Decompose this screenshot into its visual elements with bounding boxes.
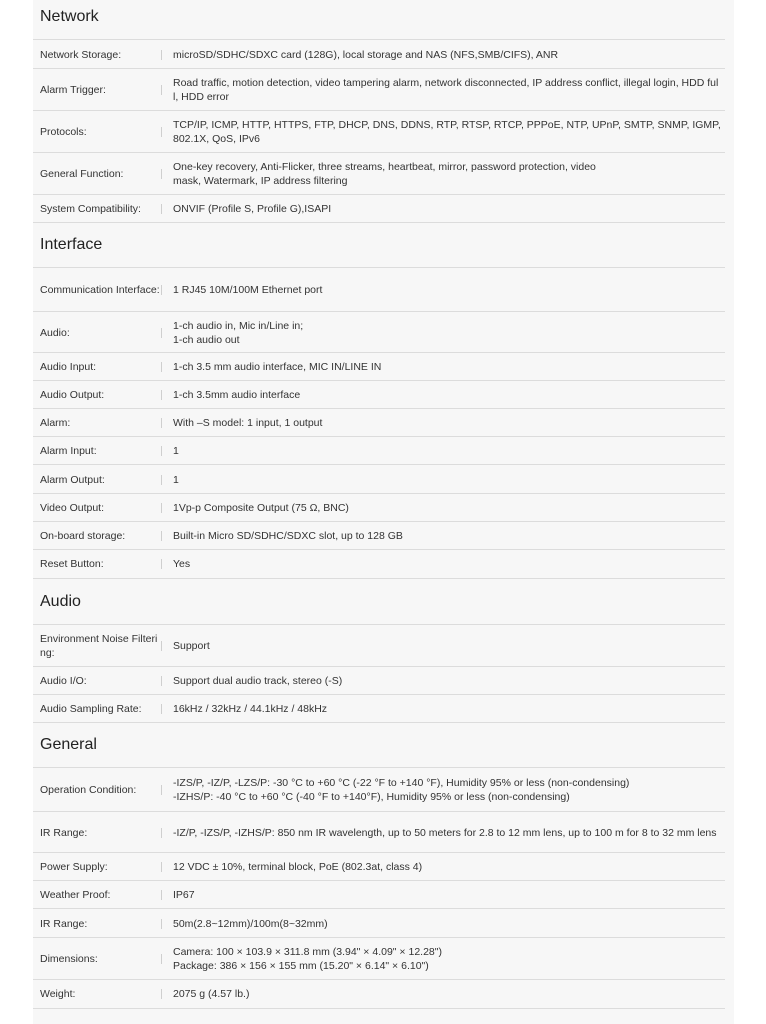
spec-value xyxy=(173,695,721,722)
column-divider xyxy=(161,418,162,428)
spec-value xyxy=(173,353,721,381)
spec-row xyxy=(33,852,725,881)
spec-value-line: 2075 g (4.57 lb.) xyxy=(173,988,250,1000)
spec-value xyxy=(173,465,721,494)
spec-row xyxy=(33,39,725,69)
spec-label: Audio: xyxy=(40,326,70,339)
spec-value-line: Built-in Micro SD/SDHC/SDXC slot, up to 128 GB xyxy=(173,530,403,542)
spec-label: IR Range: xyxy=(40,826,88,839)
column-divider xyxy=(161,50,162,60)
column-divider xyxy=(161,475,162,485)
column-divider xyxy=(161,446,162,456)
spec-row xyxy=(33,110,725,153)
spec-value xyxy=(173,494,721,522)
spec-row xyxy=(33,937,725,980)
spec-value-line: Support dual audio track, stereo (-S) xyxy=(173,675,343,687)
spec-label: Audio Sampling Rate: xyxy=(40,702,142,715)
spec-label: General Function: xyxy=(40,168,124,180)
spec-label: System Compatibility: xyxy=(40,202,141,215)
spec-value xyxy=(173,111,721,153)
column-divider xyxy=(161,85,162,95)
column-divider xyxy=(161,989,162,999)
column-divider xyxy=(161,285,162,295)
spec-value-line: IP67 xyxy=(173,889,195,901)
column-divider xyxy=(161,890,162,900)
spec-row xyxy=(33,408,725,437)
spec-label: Operation Condition: xyxy=(40,784,137,796)
spec-value-line: microSD/SDHC/SDXC card (128G), local storage and NAS (NFS,SMB/CIFS), ANR xyxy=(173,48,559,61)
spec-label: Alarm: xyxy=(40,417,71,429)
section-title: Audio xyxy=(40,593,81,610)
spec-value-line: With –S model: 1 input, 1 output xyxy=(173,417,323,429)
spec-value xyxy=(173,853,721,881)
spec-label: Weight: xyxy=(40,988,76,1000)
column-divider xyxy=(161,503,162,513)
spec-value xyxy=(173,381,721,409)
column-divider xyxy=(161,862,162,872)
spec-value xyxy=(173,938,721,980)
spec-value-line: 16kHz / 32kHz / 44.1kHz / 48kHz xyxy=(173,702,328,715)
spec-value xyxy=(173,768,721,812)
spec-value-line: 12 VDC ± 10%, terminal block, PoE (802.3at, class 4) xyxy=(173,861,423,873)
spec-row xyxy=(33,380,725,409)
spec-value xyxy=(173,69,721,111)
spec-value-line: ONVIF (Profile S, Profile G),ISAPI xyxy=(173,202,332,215)
section-title: Network xyxy=(40,8,99,25)
spec-value-line: 1 xyxy=(173,473,179,486)
spec-row xyxy=(33,68,725,111)
spec-sheet xyxy=(33,0,734,1024)
spec-value-line: TCP/IP, ICMP, HTTP, HTTPS, FTP, DHCP, DNS, DDNS, RTP, RTSP, RTCP, PPPoE, NTP, UPnP, SMTP, SNMP, IGMP, 802.1X, QoS, IPv6 xyxy=(173,119,721,145)
spec-value-line: 1 RJ45 10M/100M Ethernet port xyxy=(173,284,323,296)
spec-value-line: Camera: 100 × 103.9 × 311.8 mm (3.94" × 4.09" × 12.28") xyxy=(173,946,442,958)
spec-value xyxy=(173,625,721,667)
column-divider xyxy=(161,531,162,541)
spec-value xyxy=(173,40,721,69)
spec-label: Power Supply: xyxy=(40,861,108,873)
spec-label: Audio Input: xyxy=(40,361,97,373)
spec-value-line: 1 xyxy=(173,445,179,457)
spec-value-line: -IZHS/P: -40 °C to +60 °C (-40 °F to +140°F), Humidity 95% or less (non-condensing) xyxy=(173,791,570,803)
spec-value-line: -IZ/P, -IZS/P, -IZHS/P: 850 nm IR wavelength, up to 50 meters for 2.8 to 12 mm lens, up to 100 m for 8 to 32 mm lens xyxy=(173,826,717,839)
spec-value xyxy=(173,881,721,909)
spec-row xyxy=(33,352,725,381)
spec-row xyxy=(33,464,725,494)
spec-label: Network Storage: xyxy=(40,48,122,61)
spec-row xyxy=(33,811,725,853)
spec-label: Alarm Output: xyxy=(40,473,105,486)
spec-value xyxy=(173,667,721,695)
spec-row xyxy=(33,666,725,695)
spec-value-line: 1-ch 3.5mm audio interface xyxy=(173,389,301,401)
spec-value-line: Package: 386 × 156 × 155 mm (15.20" × 6.14" × 6.10") xyxy=(173,960,429,972)
spec-label: Audio I/O: xyxy=(40,675,87,687)
spec-value xyxy=(173,980,721,1008)
section-title: General xyxy=(40,736,97,753)
spec-row xyxy=(33,624,725,667)
column-divider xyxy=(161,919,162,929)
spec-row xyxy=(33,152,725,195)
spec-value xyxy=(173,522,721,550)
spec-value-line: One-key recovery, Anti-Flicker, three streams, heartbeat, mirror, password protection, video xyxy=(173,161,596,173)
spec-label: Protocols: xyxy=(40,126,87,138)
spec-value-line: -IZS/P, -IZ/P, -LZS/P: -30 °C to +60 °C (-22 °F to +140 °F), Humidity 95% or less (non-condensing) xyxy=(173,777,630,789)
spec-label: Audio Output: xyxy=(40,389,105,401)
spec-value-line: 1Vp-p Composite Output (75 Ω, BNC) xyxy=(173,502,349,514)
spec-value-line: 1-ch audio out xyxy=(173,333,240,346)
spec-row xyxy=(33,267,725,312)
spec-label: Video Output: xyxy=(40,502,105,514)
column-divider xyxy=(161,676,162,686)
column-divider xyxy=(161,390,162,400)
spec-label: Dimensions: xyxy=(40,953,98,965)
spec-row xyxy=(33,521,725,550)
spec-value xyxy=(173,909,721,938)
column-divider xyxy=(161,704,162,714)
spec-value-line: Yes xyxy=(173,558,191,570)
spec-label: Communication Interface: xyxy=(40,284,160,296)
column-divider xyxy=(161,559,162,569)
spec-row xyxy=(33,694,725,723)
spec-row xyxy=(33,311,725,353)
spec-value-line: mask, Watermark, IP address filtering xyxy=(173,175,348,187)
spec-label: Weather Proof: xyxy=(40,889,111,901)
spec-label: Alarm Input: xyxy=(40,445,97,457)
spec-value xyxy=(173,153,721,195)
spec-value-line: 50m(2.8~12mm)/100m(8~32mm) xyxy=(173,917,328,930)
spec-label: Alarm Trigger: xyxy=(40,84,106,96)
column-divider xyxy=(161,362,162,372)
spec-value xyxy=(173,812,721,853)
spec-value xyxy=(173,550,721,578)
spec-value xyxy=(173,195,721,222)
spec-value-line: 1-ch 3.5 mm audio interface, MIC IN/LINE IN xyxy=(173,361,382,373)
column-divider xyxy=(161,828,162,838)
spec-row xyxy=(33,979,725,1009)
spec-label: IR Range: xyxy=(40,917,88,930)
spec-label: Reset Button: xyxy=(40,558,104,570)
spec-row xyxy=(33,194,725,223)
column-divider xyxy=(161,954,162,964)
column-divider xyxy=(161,204,162,214)
column-divider xyxy=(161,127,162,137)
column-divider xyxy=(161,785,162,795)
spec-label: Environment Noise Filtering: xyxy=(40,633,158,659)
column-divider xyxy=(161,169,162,179)
spec-row xyxy=(33,549,725,579)
spec-value xyxy=(173,437,721,465)
spec-row xyxy=(33,493,725,522)
column-divider xyxy=(161,328,162,338)
spec-value xyxy=(173,312,721,353)
section-title: Interface xyxy=(40,236,103,253)
column-divider xyxy=(161,641,162,651)
spec-row xyxy=(33,436,725,465)
spec-value-line: 1-ch audio in, Mic in/Line in; xyxy=(173,319,304,332)
spec-value-line: Support xyxy=(173,640,210,652)
spec-row xyxy=(33,880,725,909)
spec-value-line: Road traffic, motion detection, video tampering alarm, network disconnected, IP address conflict, illegal login, HDD full, HDD error xyxy=(173,77,719,103)
spec-value xyxy=(173,409,721,437)
spec-label: On-board storage: xyxy=(40,530,126,542)
spec-row xyxy=(33,767,725,812)
spec-value xyxy=(173,268,721,312)
spec-row xyxy=(33,908,725,938)
